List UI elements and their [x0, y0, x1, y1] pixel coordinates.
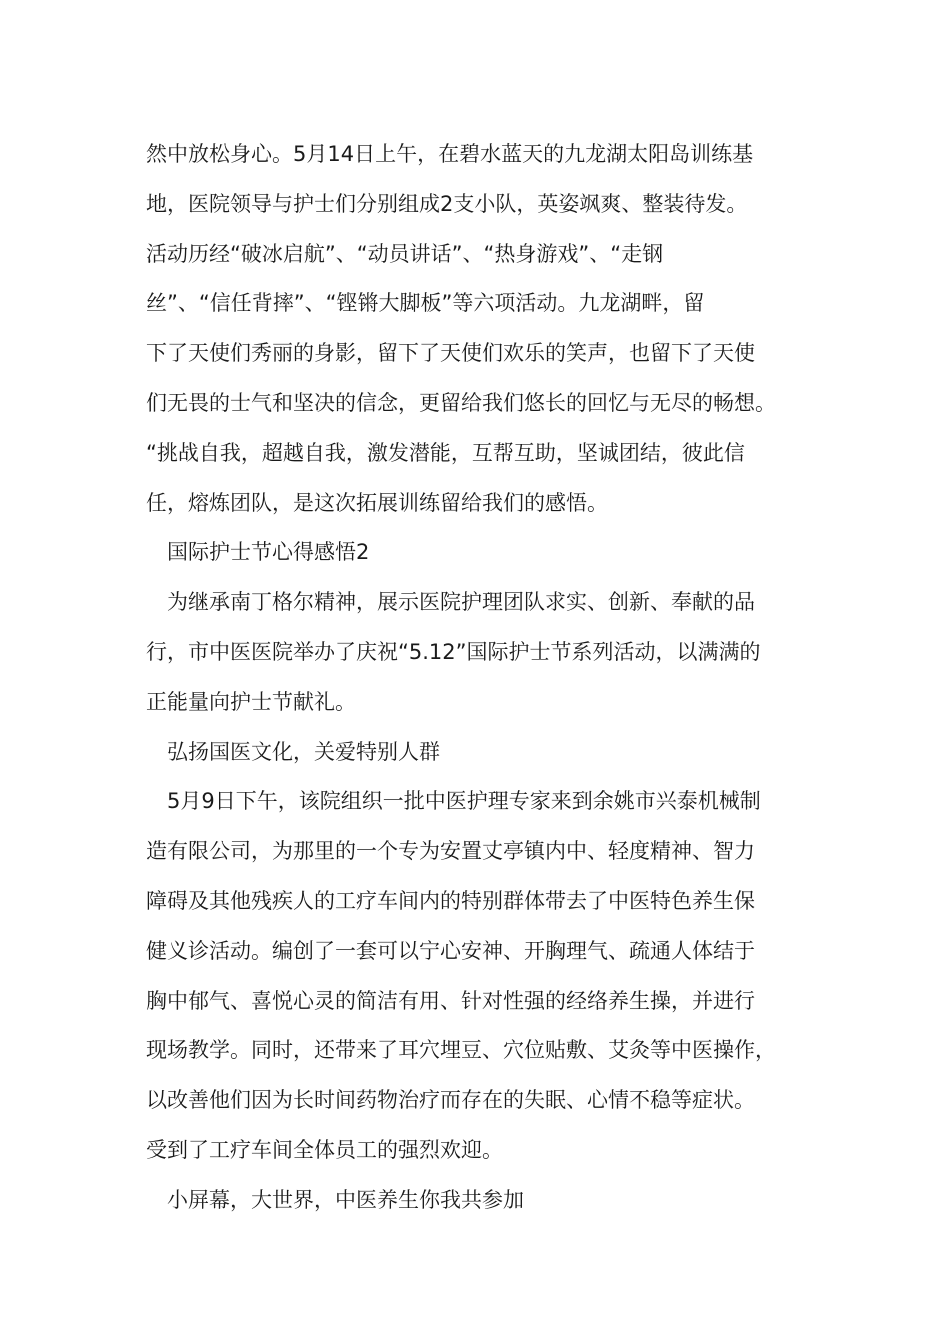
text-line: 然中放松身心。5月14日上午，在碧水蓝天的九龙湖太阳岛训练基	[146, 142, 754, 166]
text-line: 下了天使们秀丽的身影，留下了天使们欢乐的笑声，也留下了天使	[146, 341, 755, 366]
text-line: 任，熔炼团队，是这次拓展训练留给我们的感悟。	[146, 490, 608, 515]
text-line: 行，市中医医院举办了庆祝“5.12”国际护士节系列活动，以满满的	[146, 639, 761, 664]
text-line: 正能量向护士节献礼。	[146, 689, 356, 714]
text-line: 健义诊活动。编创了一套可以宁心安神、开胸理气、疏通人体结于	[146, 938, 755, 963]
text-line: 国际护士节心得感悟2	[167, 540, 370, 565]
text-line: 为继承南丁格尔精神，展示医院护理团队求实、创新、奉献的品	[167, 590, 755, 615]
text-line: 造有限公司，为那里的一个专为安置丈亭镇内中、轻度精神、智力	[146, 839, 755, 864]
text-line: 胸中郁气、喜悦心灵的简洁有用、针对性强的经络养生操，并进行	[146, 988, 755, 1013]
text-line: 地，医院领导与护士们分别组成2支小队，英姿飒爽、整装待发。	[146, 191, 748, 216]
text-line: “挑战自我，超越自我，激发潜能，互帮互助，坚诚团结，彼此信	[146, 440, 745, 465]
text-line: 活动历经“破冰启航”、“动员讲话”、“热身游戏”、“走钢	[146, 241, 664, 266]
text-line: 丝”、“信任背摔”、“铿锵大脚板”等六项活动。九龙湖畔，留	[146, 291, 705, 316]
text-line: 们无畏的士气和坚决的信念，更留给我们悠长的回忆与无尽的畅想。	[146, 390, 776, 415]
text-line: 小屏幕，大世界，中医养生你我共参加	[167, 1187, 524, 1212]
text-line: 障碍及其他残疾人的工疗车间内的特别群体带去了中医特色养生保	[146, 888, 755, 913]
document-body	[146, 130, 818, 1226]
text-line: 弘扬国医文化，关爱特别人群	[167, 739, 440, 764]
text-line: 5月9日下午，该院组织一批中医护理专家来到余姚市兴泰机械制	[167, 789, 761, 814]
text-line: 受到了工疗车间全体员工的强烈欢迎。	[146, 1137, 503, 1162]
text-line: 以改善他们因为长时间药物治疗而存在的失眠、心情不稳等症状。	[146, 1088, 755, 1113]
text-line: 现场教学。同时，还带来了耳穴埋豆、穴位贴敷、艾灸等中医操作，	[146, 1038, 776, 1063]
